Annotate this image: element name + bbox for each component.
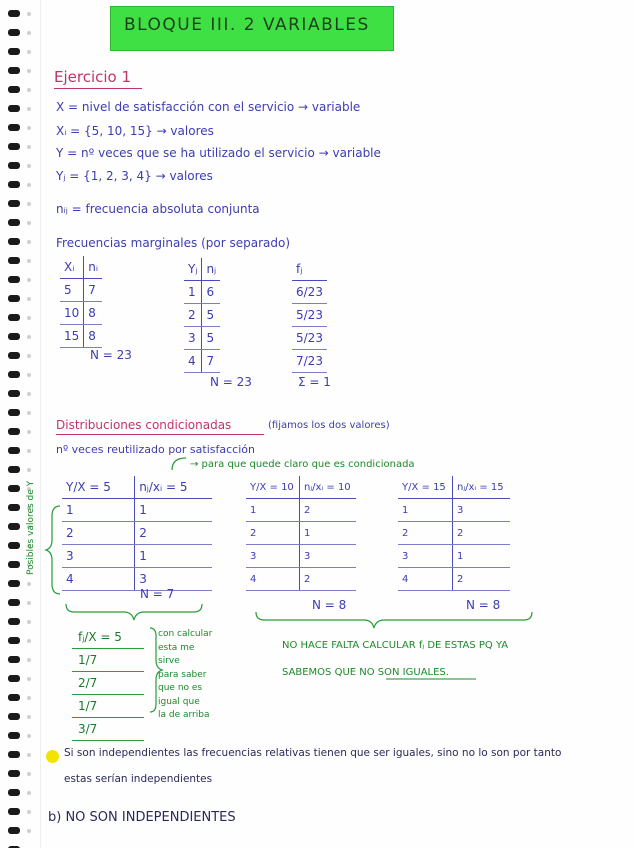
marginales-heading: Frecuencias marginales (por separado) [56,236,291,250]
table-xi-total: N = 23 [90,348,132,362]
table-yj: Yⱼ nⱼ 1 6 2 5 3 5 4 7 [184,258,220,373]
brace-freq-note [150,628,162,712]
page-title: BLOQUE III. 2 VARIABLES [124,15,370,35]
table-fj-total: Σ = 1 [298,375,331,389]
green-note-line-2: SABEMOS QUE NO SON IGUALES. [282,667,449,678]
side-label-y-values: Posibles valores de Y [26,480,36,575]
table-cond-x10-total: N = 8 [312,598,347,612]
conclusion-line-1: Si son independientes las frecuencias relativas tienen que ser iguales, sino no lo son por tanto [64,747,562,759]
table-freq-rel: fⱼ/X = 5 1/7 2/7 1/7 3/7 [72,626,144,741]
table-fj: fⱼ 6/23 5/23 5/23 7/23 [292,258,327,373]
table-cond-x10: Y/X = 10 nⱼ/xᵢ = 10 1 2 2 1 3 3 4 2 [246,476,356,591]
line-nij-definition: nᵢⱼ = frecuencia absoluta conjunta [56,202,260,216]
answer-b: b) NO SON INDEPENDIENTES [48,810,236,825]
brace-under-x5 [66,604,202,620]
table-cond-x15: Y/X = 15 nⱼ/xᵢ = 15 1 3 2 2 3 1 4 2 [398,476,510,591]
conclusion-line-2: estas serían independientes [64,773,213,785]
table-xi: Xᵢ nᵢ 5 7 10 8 15 8 [60,256,102,348]
table-cond-x15-total: N = 8 [466,598,501,612]
line-y-values: Yⱼ = {1, 2, 3, 4} → valores [56,169,213,183]
line-x-values: Xᵢ = {5, 10, 15} → valores [56,124,214,138]
condicionadas-arrow-note: → para que quede claro que es condicionada [190,459,415,470]
arrow-conditional-note [172,458,186,470]
condicionadas-note: (fijamos los dos valores) [268,420,390,431]
table-cond-x5: Y/X = 5 nⱼ/xᵢ = 5 1 1 2 2 3 1 4 3 [62,476,212,591]
table-cond-x5-total: N = 7 [140,587,175,601]
exercise-heading: Ejercicio 1 [54,68,132,86]
brace-side-left [46,506,60,594]
condicionadas-heading: Distribuciones condicionadas [56,418,232,432]
line-x-definition: X = nivel de satisfacción con el servicio → variable [56,100,361,114]
green-note-line-1: NO HACE FALTA CALCULAR fⱼ DE ESTAS PQ YA [282,640,509,651]
freq-rel-note: con calcular esta me sirve para saber que no es igual que la de arriba [158,629,213,720]
table-yj-total: N = 23 [210,375,252,389]
brace-under-x10-x15 [256,612,532,628]
line-y-definition: Y = nº veces que se ha utilizado el servicio → variable [56,146,381,160]
condicionadas-subtitle: nº veces reutilizado por satisfacción [56,443,255,456]
